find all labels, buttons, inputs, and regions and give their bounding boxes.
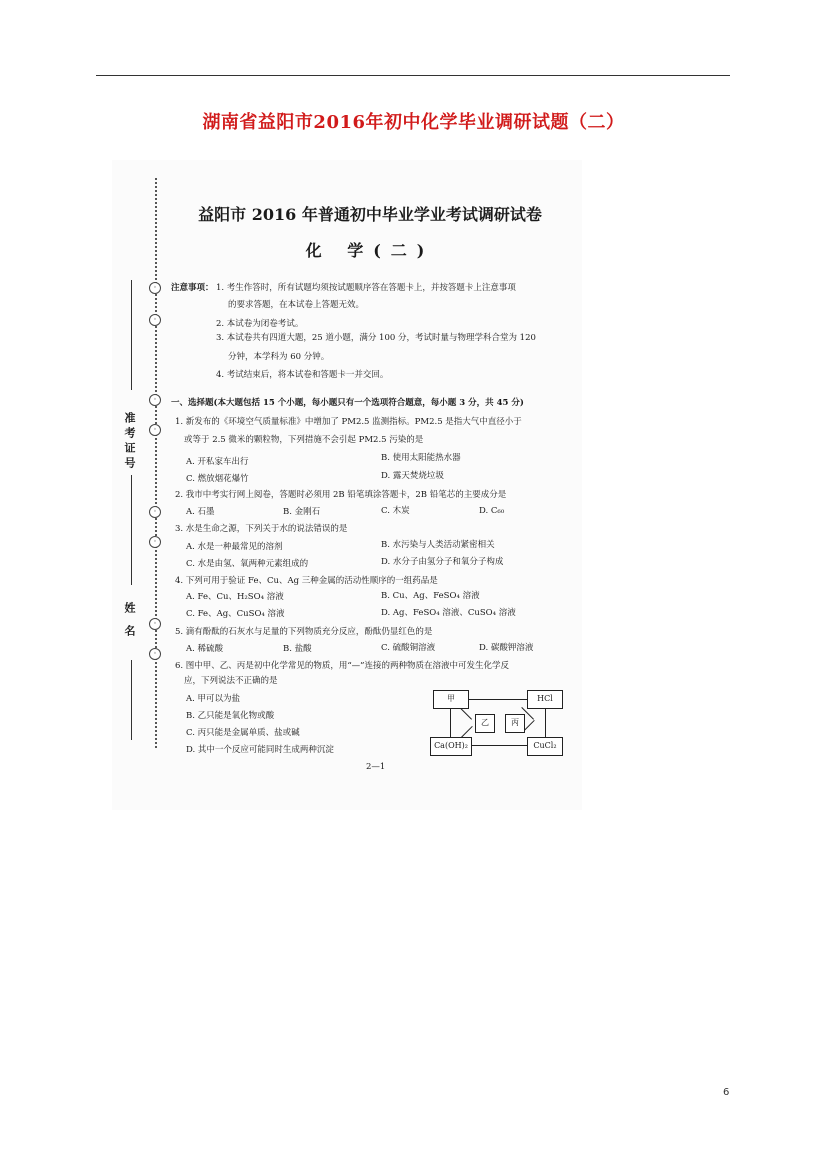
- name-blank-line: [131, 475, 132, 585]
- binding-hole-icon: ◦: [149, 506, 161, 518]
- binding-hole-icon: ◦: [149, 394, 161, 406]
- page-number: 6: [723, 1087, 730, 1098]
- node-bing: 丙: [505, 714, 525, 733]
- option: C. 丙只能是金属单质、盐或碱: [186, 728, 300, 738]
- option: A. 甲可以为盐: [186, 694, 241, 704]
- option: D. 其中一个反应可能同时生成两种沉淀: [186, 745, 334, 755]
- question-stem: 6. 图中甲、乙、丙是初中化学常见的物质，用“—”连接的两种物质在溶液中可发生化学反: [175, 661, 510, 671]
- question-stem: 应，下列说法不正确的是: [184, 676, 278, 686]
- option: B. Cu、Ag、FeSO₄ 溶液: [381, 591, 480, 601]
- option: A. 石墨: [186, 507, 215, 517]
- binding-hole-icon: ◦: [149, 648, 161, 660]
- option: C. 木炭: [381, 506, 410, 516]
- binding-hole-icon: ◦: [149, 618, 161, 630]
- option: D. Ag、FeSO₄ 溶液、CuSO₄ 溶液: [381, 608, 516, 618]
- option: D. 碳酸钾溶液: [479, 643, 534, 653]
- node-jia: 甲: [433, 690, 469, 709]
- option: A. 开私家车出行: [186, 457, 249, 467]
- connector-line: [466, 699, 528, 700]
- note-line: 分钟，本学科为 60 分钟。: [228, 352, 330, 362]
- exam-subtitle: 化 学(二): [305, 241, 435, 260]
- option: A. 水是一种最常见的溶剂: [186, 542, 283, 552]
- question-stem: 或等于 2.5 微米的颗粒物，下列措施不会引起 PM2.5 污染的是: [184, 435, 424, 445]
- exam-title: 益阳市 2016 年普通初中毕业学业考试调研试卷: [198, 205, 542, 224]
- option: B. 金刚石: [283, 507, 321, 517]
- note-line: 4. 考试结束后，将本试卷和答题卡一并交回。: [216, 370, 389, 380]
- question-stem: 1. 新发布的《环境空气质量标准》中增加了 PM2.5 监测指标。PM2.5 是指大气中直径小于: [175, 417, 522, 427]
- connector-line: [450, 708, 451, 738]
- connector-line: [466, 745, 528, 746]
- node-cucl2: CuCl₂: [527, 737, 563, 756]
- note-line: 1. 考生作答时，所有试题均须按试题顺序答在答题卡上，并按答题卡上注意事项: [216, 283, 516, 293]
- question-stem: 4. 下列可用于验证 Fe、Cu、Ag 三种金属的活动性顺序的一组药品是: [175, 576, 438, 586]
- option: A. 稀硫酸: [186, 644, 224, 654]
- binding-line: [155, 178, 157, 748]
- header-rule: [96, 75, 730, 76]
- node-hcl: HCl: [527, 690, 563, 709]
- binding-hole-icon: ◦: [149, 282, 161, 294]
- binding-hole-icon: ◦: [149, 424, 161, 436]
- option: C. 硫酸铜溶液: [381, 643, 436, 653]
- option: C. 水是由氢、氧两种元素组成的: [186, 559, 309, 569]
- binding-hole-icon: ◦: [149, 314, 161, 326]
- option: B. 盐酸: [283, 644, 312, 654]
- option: D. C₆₀: [479, 506, 505, 516]
- note-line: 2. 本试卷为闭卷考试。: [216, 319, 304, 329]
- question-stem: 3. 水是生命之源，下列关于水的说法错误的是: [175, 524, 348, 534]
- document-title: 湖南省益阳市2016年初中化学毕业调研试题（二）: [202, 112, 625, 133]
- option: A. Fe、Cu、H₂SO₄ 溶液: [186, 592, 284, 602]
- option: D. 露天焚烧垃圾: [381, 471, 444, 481]
- connector-line: [545, 708, 546, 738]
- question-stem: 5. 滴有酚酞的石灰水与足量的下列物质充分反应，酚酞仍显红色的是: [175, 627, 433, 637]
- notes-label: 注意事项：: [171, 283, 214, 293]
- exam-id-blank-line: [131, 280, 132, 390]
- bottom-blank-line: [131, 660, 132, 740]
- exam-page-footer: 2—1: [366, 762, 386, 772]
- note-line: 的要求答题，在本试卷上答题无效。: [228, 300, 365, 310]
- exam-id-label: 准考证号: [123, 412, 136, 472]
- option: C. 燃放烟花爆竹: [186, 474, 249, 484]
- option: D. 水分子由氢分子和氧分子构成: [381, 557, 504, 567]
- note-line: 3. 本试卷共有四道大题，25 道小题，满分 100 分，考试时量与物理学科合堂为 120: [216, 333, 536, 343]
- node-caoh2: Ca(OH)₂: [430, 737, 472, 756]
- option: B. 乙只能是氧化物或酸: [186, 711, 275, 721]
- node-yi: 乙: [475, 714, 495, 733]
- name-label: 姓 名: [123, 602, 136, 640]
- section-title: 一、选择题(本大题包括 15 个小题，每小题只有一个选项符合题意，每小题 3 分，共 45 分): [171, 398, 524, 408]
- question-stem: 2. 我市中考实行网上阅卷，答题时必须用 2B 铅笔填涂答题卡，2B 铅笔芯的主要成分是: [175, 490, 507, 500]
- option: B. 水污染与人类活动紧密相关: [381, 540, 495, 550]
- binding-hole-icon: ◦: [149, 536, 161, 548]
- option: B. 使用太阳能热水器: [381, 453, 461, 463]
- option: C. Fe、Ag、CuSO₄ 溶液: [186, 609, 285, 619]
